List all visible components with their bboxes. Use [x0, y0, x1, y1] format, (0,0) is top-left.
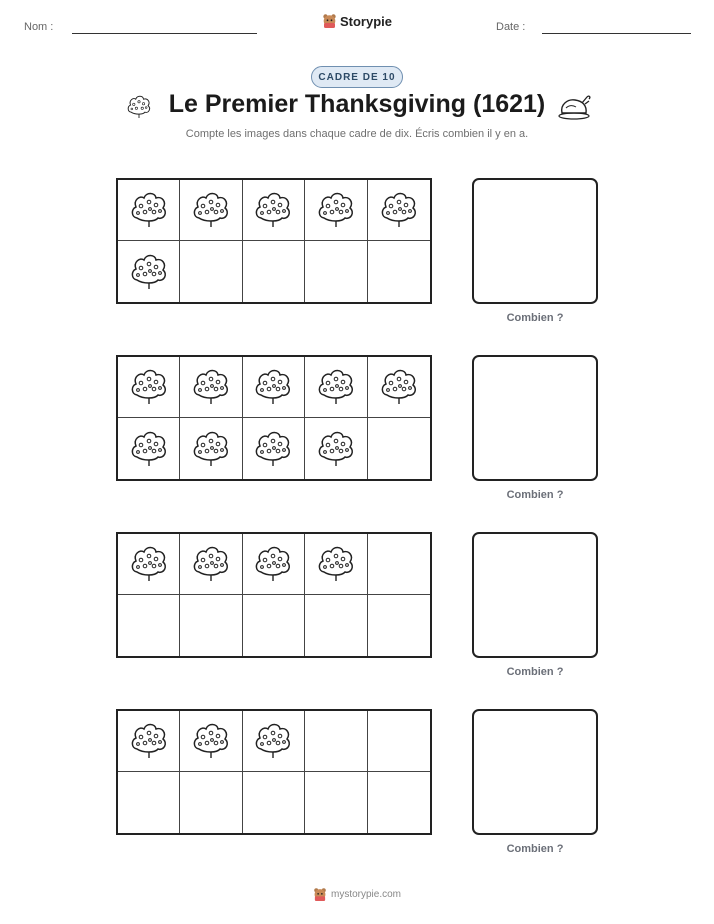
- ten-frame-cell: [368, 418, 430, 479]
- ten-frame: [116, 355, 432, 481]
- ten-frame-cell: [180, 357, 242, 418]
- ten-frame-cell: [305, 595, 367, 656]
- tree-icon: [253, 429, 293, 469]
- tree-icon: [129, 721, 169, 761]
- tree-icon: [379, 367, 419, 407]
- tree-icon: [191, 190, 231, 230]
- combien-label: Combien ?: [506, 666, 564, 678]
- ten-frame-cell: [118, 595, 180, 656]
- tree-icon: [129, 367, 169, 407]
- tree-icon: [191, 544, 231, 584]
- footer-url[interactable]: mystorypie.com: [330, 889, 401, 900]
- tree-icon: [253, 190, 293, 230]
- answer-box[interactable]: [472, 355, 598, 481]
- tree-icon: [253, 721, 293, 761]
- ten-frame-cell: [243, 772, 305, 833]
- ten-frame-cell: [305, 241, 367, 302]
- ten-frame-cell: [118, 772, 180, 833]
- tree-icon: [129, 190, 169, 230]
- tree-icon: [379, 190, 419, 230]
- ten-frame-cell: [305, 711, 367, 772]
- ten-frame: [116, 178, 432, 304]
- ten-frame-cell: [368, 711, 430, 772]
- ten-frame-cell: [180, 241, 242, 302]
- tree-icon: [316, 544, 356, 584]
- ten-frame-cell: [368, 534, 430, 595]
- roast-turkey-icon: [556, 92, 592, 125]
- combien-label: Combien ?: [506, 843, 564, 855]
- ten-frame-cell: [305, 534, 367, 595]
- ten-frame-cell: [243, 711, 305, 772]
- footer: [0, 887, 714, 902]
- ten-frame-cell: [243, 595, 305, 656]
- answer-box[interactable]: [472, 178, 598, 304]
- ten-frame-cell: [180, 772, 242, 833]
- ten-frame-cell: [118, 357, 180, 418]
- ten-frame-cell: [305, 357, 367, 418]
- ten-frame-cell: [118, 418, 180, 479]
- ten-frame-cell: [118, 180, 180, 241]
- answer-box[interactable]: [472, 532, 598, 658]
- ten-frame-cell: [180, 180, 242, 241]
- name-line[interactable]: [72, 33, 257, 34]
- ten-frame: [116, 532, 432, 658]
- ten-frame-cell: [368, 772, 430, 833]
- worksheet-type-badge: CADRE DE 10: [311, 66, 403, 88]
- instructions: Compte les images dans chaque cadre de dix. Écris combien il y en a.: [185, 128, 529, 140]
- ten-frame-cell: [243, 241, 305, 302]
- ten-frame: [116, 709, 432, 835]
- ten-frame-cell: [305, 418, 367, 479]
- storypie-footer-logo-icon: [313, 887, 327, 902]
- date-line[interactable]: [542, 33, 691, 34]
- ten-frame-cell: [305, 180, 367, 241]
- roast-turkey-drawing: [556, 92, 592, 120]
- ten-frame-cell: [368, 241, 430, 302]
- tree-icon: [316, 190, 356, 230]
- tree-icon: [191, 429, 231, 469]
- ten-frame-cell: [368, 357, 430, 418]
- tree-icon: [129, 544, 169, 584]
- ten-frame-cell: [180, 534, 242, 595]
- ten-frame-cell: [368, 180, 430, 241]
- brand-name: Storypie: [339, 13, 392, 29]
- tree-icon: [316, 367, 356, 407]
- brand: [0, 13, 714, 29]
- ten-frame-cell: [243, 357, 305, 418]
- tree-icon: [191, 721, 231, 761]
- tree-icon: [129, 429, 169, 469]
- ten-frame-cell: [243, 418, 305, 479]
- ten-frame-cell: [180, 595, 242, 656]
- answer-box[interactable]: [472, 709, 598, 835]
- tree-icon: [129, 252, 169, 292]
- ten-frame-cell: [180, 418, 242, 479]
- ten-frame-cell: [368, 595, 430, 656]
- ten-frame-cell: [243, 180, 305, 241]
- date-label: Date :: [496, 21, 526, 33]
- tree-icon: [191, 367, 231, 407]
- combien-label: Combien ?: [506, 312, 564, 324]
- ten-frame-cell: [243, 534, 305, 595]
- ten-frame-cell: [305, 772, 367, 833]
- tree-icon: [316, 429, 356, 469]
- ten-frame-cell: [180, 711, 242, 772]
- storypie-logo-icon: [322, 13, 337, 29]
- page-title: Le Premier Thanksgiving (1621): [168, 90, 546, 118]
- tree-icon: [253, 544, 293, 584]
- tree-icon: [253, 367, 293, 407]
- ten-frame-cell: [118, 241, 180, 302]
- combien-label: Combien ?: [506, 489, 564, 501]
- name-label: Nom :: [24, 21, 54, 33]
- ten-frame-cell: [118, 534, 180, 595]
- ten-frame-cell: [118, 711, 180, 772]
